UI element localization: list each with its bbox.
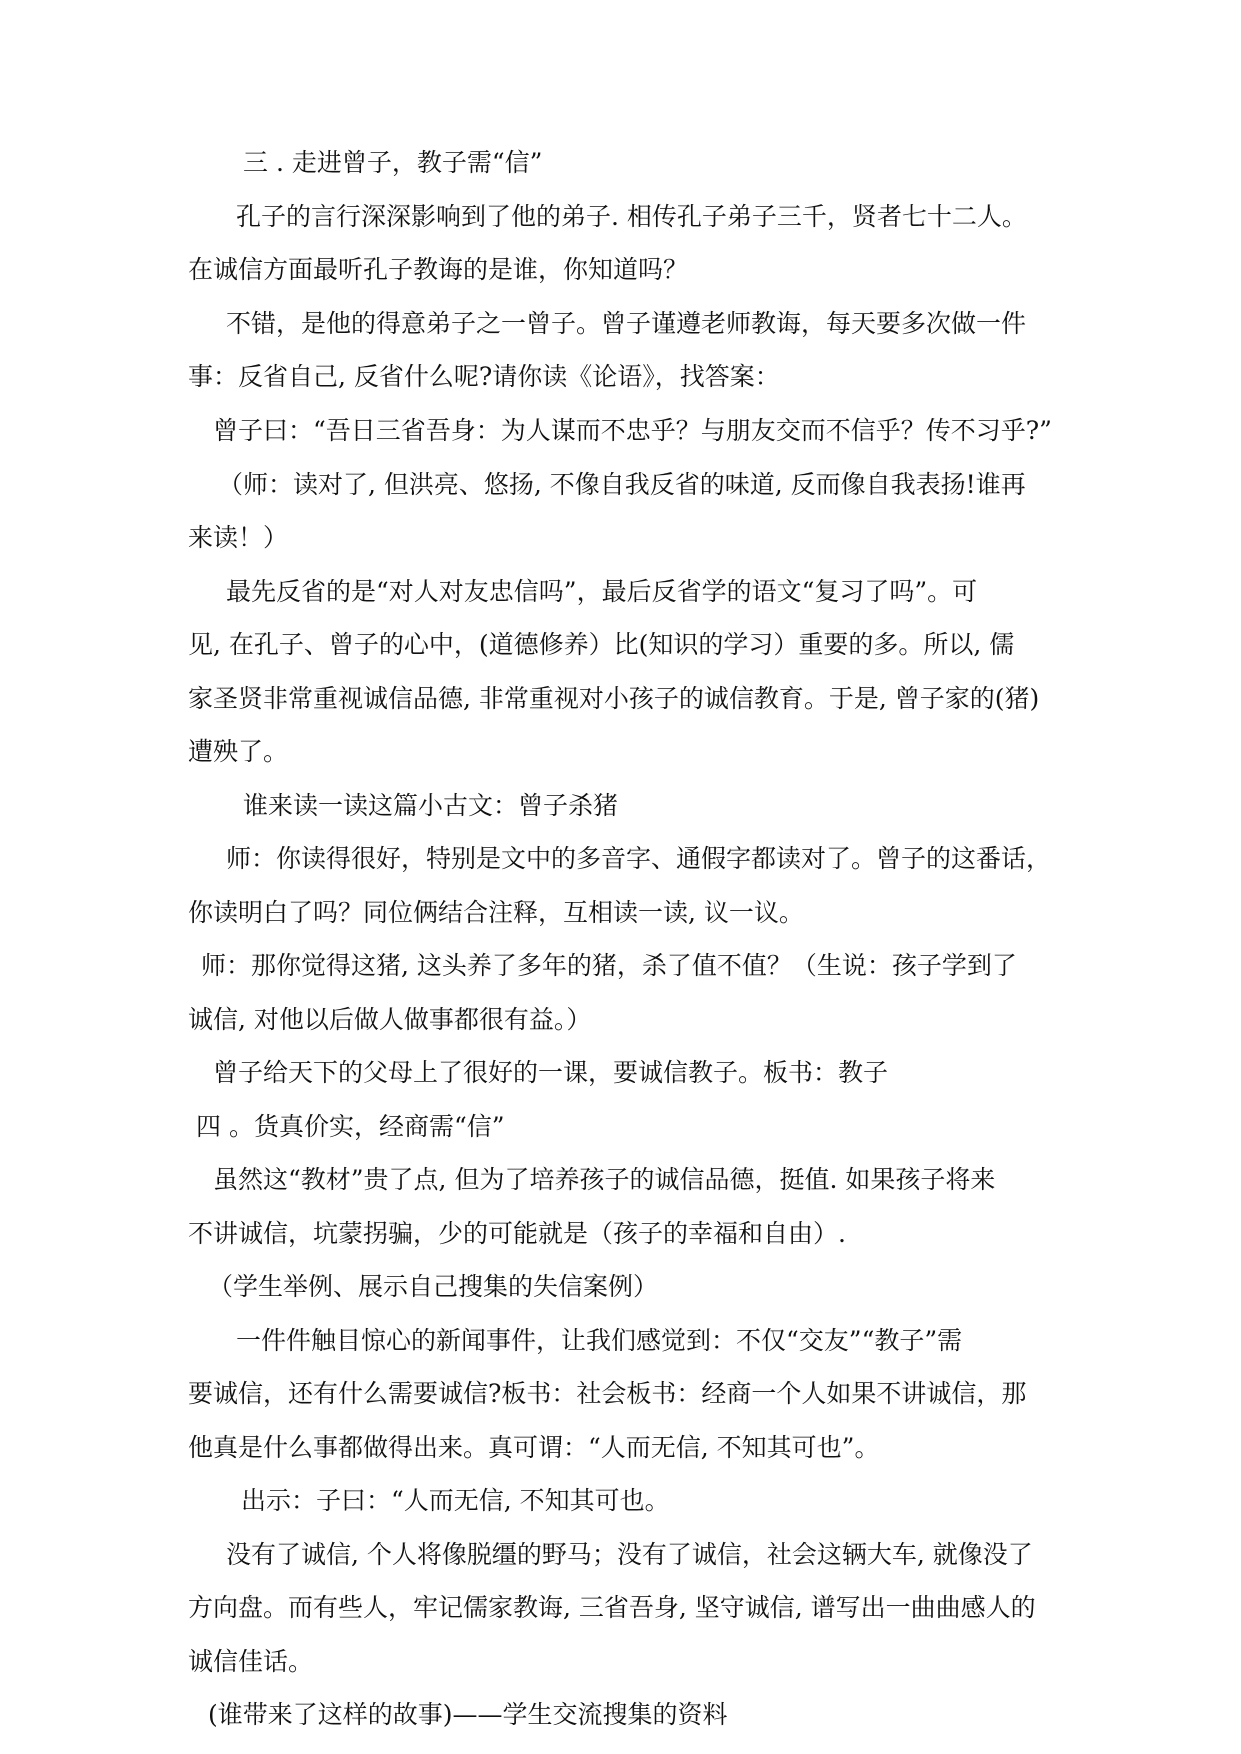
paragraph-line: 虽然这“教材”贵了点, 但为了培养孩子的诚信品德，挺值. 如果孩子将来: [213, 1165, 996, 1194]
paragraph-line: 诚信佳话。: [188, 1647, 314, 1676]
section-three-heading: 三 . 走进曾子，教子需“信”: [243, 148, 543, 177]
paragraph-line: 谁来读一读这篇小古文：曾子杀猪: [243, 791, 619, 820]
paragraph-line: 家圣贤非常重视诚信品德, 非常重视对小孩子的诚信教育。于是, 曾子家的(猪): [188, 684, 1040, 713]
paragraph-line: 事：反省自己, 反省什么呢?请你读《论语》，找答案：: [188, 362, 780, 391]
paragraph-line: 要诚信，还有什么需要诚信?板书：社会板书：经商一个人如果不讲诚信，那: [188, 1379, 1027, 1408]
paragraph-line: 师：那你觉得这猪, 这头养了多年的猪，杀了值不值？（生说：孩子学到了: [201, 951, 1017, 980]
paragraph-line: 见, 在孔子、曾子的心中，(道德修养）比(知识的学习）重要的多。所以, 儒: [188, 630, 1015, 659]
paragraph-line: 遭殃了。: [188, 737, 289, 766]
paragraph-line: 他真是什么事都做得出来。真可谓：“人而无信, 不知其可也”。: [188, 1433, 880, 1462]
quote-line: 曾子曰：“吾日三省吾身：为人谋而不忠乎？与朋友交而不信乎？传不习乎?”: [213, 416, 1052, 445]
paragraph-line: 师：你读得很好，特别是文中的多音字、通假字都读对了。曾子的这番话，: [226, 844, 1052, 873]
paragraph-line: 一件件触目惊心的新闻事件，让我们感觉到：不仅“交友”“教子”需: [236, 1326, 963, 1355]
paragraph-line: (谁带来了这样的故事)——学生交流搜集的资料: [208, 1700, 728, 1729]
paragraph-line: 最先反省的是“对人对友忠信吗”，最后反省学的语文“复习了吗”。可: [226, 577, 978, 606]
paragraph-line: （师：读对了, 但洪亮、悠扬, 不像自我反省的味道, 反而像自我表扬!谁再: [218, 470, 1026, 499]
paragraph-line: 曾子给天下的父母上了很好的一课，要诚信教子。板书：教子: [213, 1058, 889, 1087]
section-four-heading: 四 。货真价实，经商需“信”: [196, 1112, 505, 1141]
paragraph-line: 不错，是他的得意弟子之一曾子。曾子谨遵老师教诲，每天要多次做一件: [226, 309, 1027, 338]
paragraph-line: 孔子的言行深深影响到了他的弟子. 相传孔子弟子三千，贤者七十二人。: [236, 202, 1027, 231]
paragraph-line: 出示：子曰：“人而无信, 不知其可也。: [241, 1486, 670, 1515]
paragraph-line: （学生举例、展示自己搜集的失信案例）: [208, 1272, 659, 1301]
paragraph-line: 在诚信方面最听孔子教诲的是谁，你知道吗？: [188, 255, 689, 284]
paragraph-line: 你读明白了吗？同位俩结合注释，互相读一读, 议一议。: [188, 898, 804, 927]
paragraph-line: 没有了诚信, 个人将像脱缰的野马；没有了诚信，社会这辆大车, 就像没了: [226, 1540, 1033, 1569]
paragraph-line: 诚信, 对他以后做人做事都很有益。）: [188, 1005, 592, 1034]
paragraph-line: 方向盘。而有些人，牢记儒家教诲, 三省吾身, 坚守诚信, 谱写出一曲曲感人的: [188, 1593, 1036, 1622]
paragraph-line: 不讲诚信，坑蒙拐骗，少的可能就是（孩子的幸福和自由）.: [188, 1219, 846, 1248]
paragraph-line: 来读！）: [188, 523, 289, 552]
